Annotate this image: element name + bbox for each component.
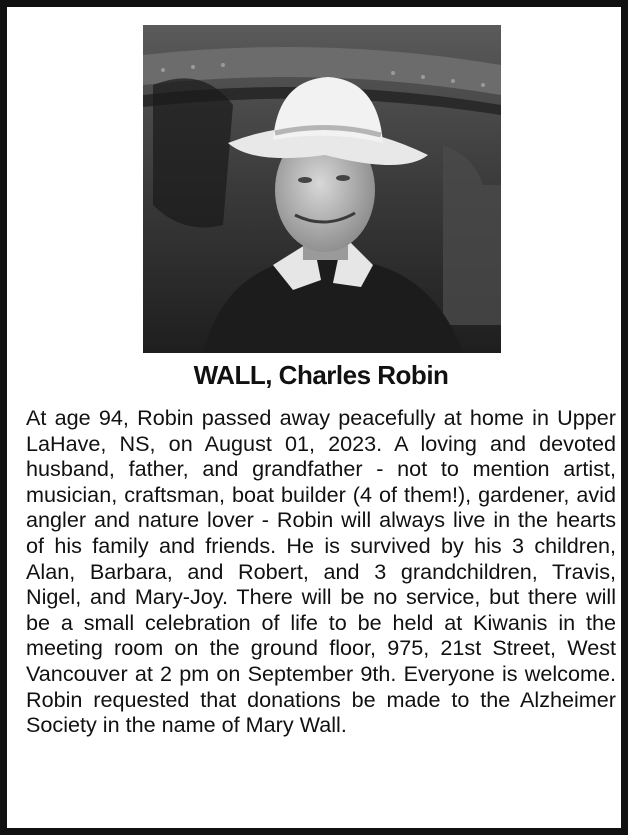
obituary-text: At age 94, Robin passed away peacefully at home in Upper LaHave, NS, on August 01, 2023. A loving and devoted husband, father, and grandfather - not to mention artist, musician, craftsman, boat builder (4 of them!), gardener, avid angler and nature lover - Robin will always live in the hearts of his family and friends. He is survived by his 3 children, Alan, Barbara, and Robert, and 3 grandchildren, Travis, Nigel, and Mary-Joy. There will be no service, but there will be a small celebration of life to be held at Kiwanis in the meeting room on the ground floor, 975, 21st Street, West Vancouver at 2 pm on September 9th. Everyone is welcome. Robin requested that donations be made to the Alzheimer Society in the name of Mary Wall. [26,405,616,738]
deceased-name: WALL, Charles Robin [193,360,449,390]
portrait-photo [143,25,501,353]
